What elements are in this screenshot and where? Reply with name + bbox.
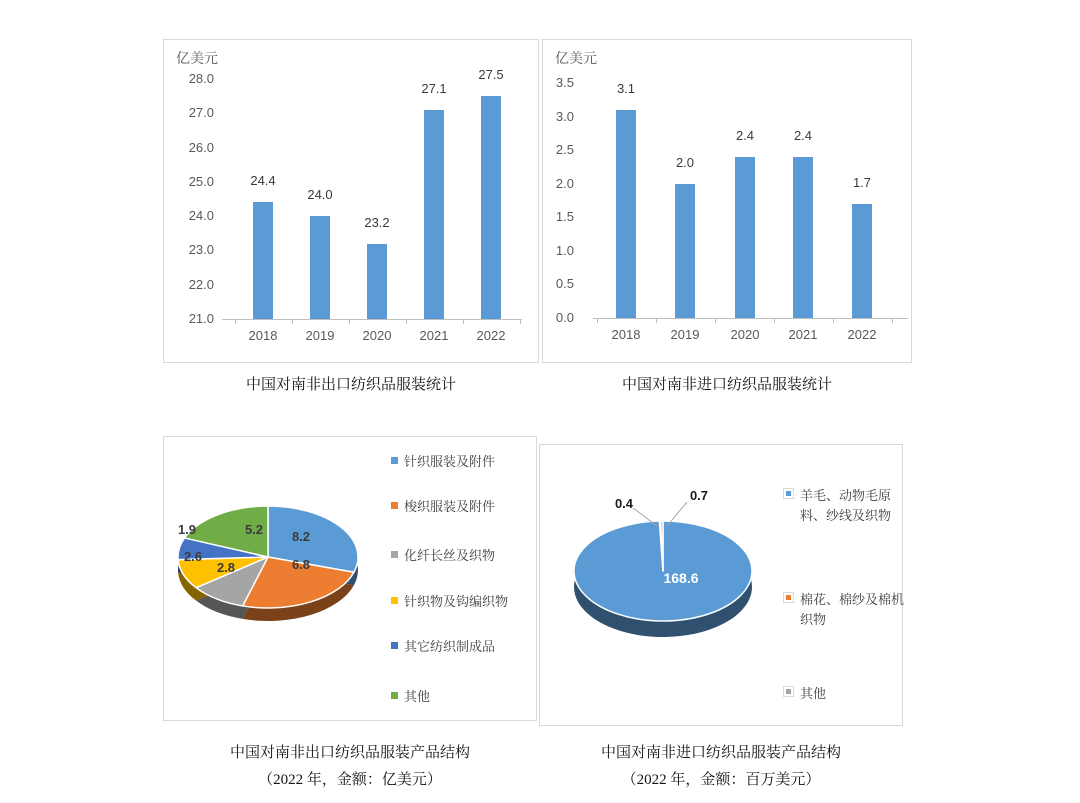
- legend-swatch: [783, 686, 794, 697]
- x-axis-category-label: 2020: [362, 328, 392, 343]
- legend-label: 其他: [800, 686, 827, 701]
- legend-item-2: [391, 546, 495, 566]
- bar-2019: [310, 216, 330, 319]
- legend-item-4: [391, 637, 495, 657]
- legend-swatch: [391, 551, 398, 558]
- x-axis-category-label: 2022: [476, 328, 506, 343]
- legend-label: 其他: [404, 689, 431, 704]
- bar-2021: [424, 110, 444, 319]
- legend-swatch: [391, 502, 398, 509]
- x-axis-tick-mark: [349, 320, 350, 324]
- x-axis-line: [222, 319, 522, 320]
- y-axis-tick-label: 25.0: [188, 173, 214, 189]
- bar-value-label: 1.7: [852, 174, 872, 190]
- bar-value-label: 2.4: [735, 127, 755, 143]
- x-axis-tick-mark: [463, 320, 464, 324]
- legend-swatch: [391, 457, 398, 464]
- import-bar-chart-panel: [542, 39, 912, 363]
- legend-item-1: [391, 497, 495, 517]
- legend-item-2: [783, 684, 904, 704]
- legend-swatch: [783, 488, 794, 499]
- bar-2018: [253, 202, 273, 319]
- bar-value-label: 24.4: [250, 173, 276, 189]
- pie-value-label-2: 2.8: [216, 560, 236, 575]
- legend-swatch: [783, 592, 794, 603]
- legend-label: 羊毛、动物毛原料、纱线及织物: [800, 488, 892, 523]
- export-pie-title-line2: （2022 年，金额：亿美元）: [258, 772, 442, 788]
- export-bar-chart-panel: [163, 39, 539, 363]
- x-axis-tick-mark: [406, 320, 407, 324]
- x-axis-tick-mark: [520, 320, 521, 324]
- y-axis-tick-label: 1.5: [555, 209, 574, 225]
- y-axis-tick-label: 22.0: [188, 276, 214, 292]
- x-axis-category-label: 2021: [788, 327, 818, 342]
- bar-2020: [367, 244, 387, 319]
- legend-label: 棉花、棉纱及棉机织物: [800, 592, 905, 627]
- bar-2020: [735, 157, 755, 318]
- x-axis-tick-mark: [833, 319, 834, 323]
- bar-value-label: 23.2: [364, 214, 390, 230]
- x-axis-tick-mark: [715, 319, 716, 323]
- export-pie-title-line1: 中国对南非出口纺织品服装产品结构: [229, 745, 470, 761]
- y-axis-tick-label: 3.5: [555, 75, 574, 90]
- x-axis-category-label: 2018: [248, 328, 278, 343]
- x-axis-line: [593, 318, 908, 319]
- import-pie-title-line1: 中国对南非进口纺织品服装产品结构: [600, 745, 841, 761]
- legend-label: 梭织服装及附件: [404, 499, 496, 514]
- y-axis-tick-label: 21.0: [188, 311, 214, 326]
- legend-swatch: [391, 597, 398, 604]
- import-bar-chart-title: 中国对南非进口纺织品服装统计: [621, 377, 832, 393]
- legend-swatch: [391, 642, 398, 649]
- x-axis-category-label: 2019: [305, 328, 335, 343]
- pie-value-label-0: 168.6: [663, 570, 699, 586]
- import-pie-title-line2: （2022 年，金额：百万美元）: [621, 772, 821, 788]
- legend-item-0: [391, 452, 495, 472]
- x-axis-category-label: 2021: [419, 328, 449, 343]
- x-axis-category-label: 2022: [847, 327, 877, 342]
- pie-value-label-1: 0.4: [614, 496, 634, 511]
- pie-value-label-1: 6.8: [291, 557, 311, 572]
- x-axis-category-label: 2018: [611, 327, 641, 342]
- pie-value-label-2: 0.7: [689, 488, 709, 503]
- legend-label: 其它纺织制成品: [404, 639, 496, 654]
- pie-value-label-5: 5.2: [244, 522, 264, 537]
- bar-2018: [616, 110, 636, 318]
- import-pie-chart-panel: [539, 444, 903, 726]
- bar-value-label: 2.4: [793, 127, 813, 143]
- pie-value-label-4: 1.9: [177, 522, 197, 537]
- export-bar-chart-title: 中国对南非出口纺织品服装统计: [245, 377, 456, 393]
- x-axis-category-label: 2019: [670, 327, 700, 342]
- x-axis-tick-mark: [235, 320, 236, 324]
- legend-label: 针织物及钩编织物: [404, 594, 509, 609]
- x-axis-tick-mark: [892, 319, 893, 323]
- bar-2022: [481, 96, 501, 319]
- x-axis-tick-mark: [656, 319, 657, 323]
- pie-value-label-3: 2.6: [183, 549, 203, 564]
- y-axis-tick-label: 27.0: [188, 105, 214, 121]
- y-axis-tick-label: 1.0: [555, 242, 574, 258]
- legend-swatch-color: [786, 491, 791, 496]
- export-pie-chart-title: [163, 740, 537, 794]
- y-axis-tick-label: 23.0: [188, 242, 214, 258]
- legend-label: 针织服装及附件: [404, 454, 496, 469]
- export-pie-chart-panel: [163, 436, 537, 721]
- y-axis-tick-label: 28.0: [188, 71, 214, 86]
- bar-value-label: 27.5: [478, 67, 504, 83]
- x-axis-tick-mark: [774, 319, 775, 323]
- y-axis-tick-label: 26.0: [188, 139, 214, 155]
- legend-swatch: [391, 692, 398, 699]
- bar-2022: [852, 204, 872, 318]
- x-axis-tick-mark: [292, 320, 293, 324]
- bar-2019: [675, 184, 695, 318]
- y-axis-tick-label: 24.0: [188, 208, 214, 224]
- bar-value-label: 24.0: [307, 187, 333, 203]
- y-axis-unit-label: 亿美元: [555, 50, 597, 66]
- legend-label: 化纤长丝及织物: [404, 548, 496, 563]
- bar-value-label: 2.0: [675, 154, 695, 170]
- x-axis-category-label: 2020: [730, 327, 760, 342]
- y-axis-unit-label: 亿美元: [176, 50, 218, 66]
- x-axis-tick-mark: [597, 319, 598, 323]
- bar-2021: [793, 157, 813, 318]
- y-axis-tick-label: 2.0: [555, 175, 574, 191]
- bar-value-label: 27.1: [421, 80, 447, 96]
- legend-item-5: [391, 687, 430, 707]
- legend-item-3: [391, 592, 508, 612]
- y-axis-tick-label: 0.0: [555, 310, 574, 325]
- legend-swatch-color: [786, 595, 791, 600]
- import-pie-chart-title: [539, 740, 903, 794]
- y-axis-tick-label: 2.5: [555, 142, 574, 158]
- legend-swatch-color: [786, 689, 791, 694]
- bar-value-label: 3.1: [616, 80, 636, 96]
- legend-item-0: [783, 486, 904, 526]
- legend-item-1: [783, 590, 904, 630]
- pie-chart-p3: [164, 437, 536, 720]
- y-axis-tick-label: 0.5: [555, 276, 574, 292]
- pie-value-label-0: 8.2: [291, 529, 311, 544]
- y-axis-tick-label: 3.0: [555, 108, 574, 124]
